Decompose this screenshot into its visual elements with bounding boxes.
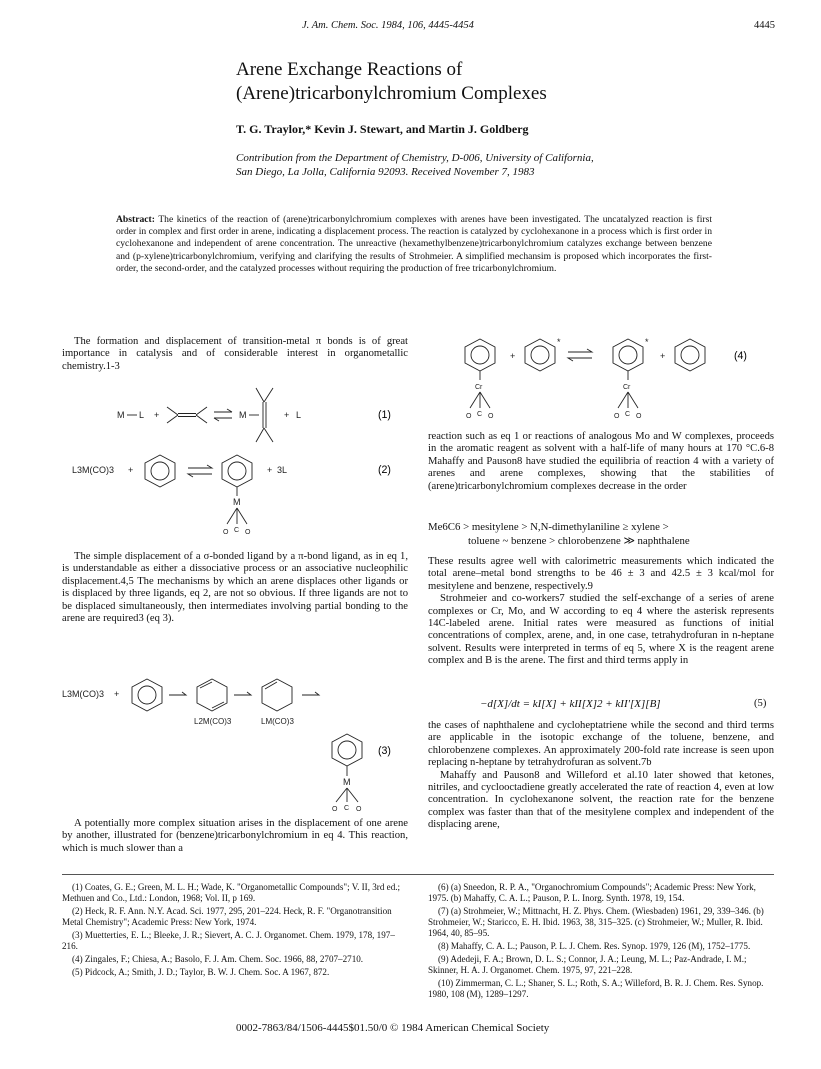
eq4-c1: C bbox=[477, 411, 483, 418]
affiliation bbox=[236, 151, 706, 179]
footnote-7: (7) (a) Strohmeier, W.; Mittnacht, H. Z. Phys. Chem. (Wiesbaden) 1961, 29, 339–346. (b) Strohmeier, W.; Staricco, E. H. Ibid. 1963, 38, 315–325. (c) Strohmeier, W.; Muller, R. Ibid. 1964, 40, 85–95. bbox=[428, 906, 764, 938]
eq3-number: (3) bbox=[378, 745, 391, 757]
eq3-lmco3-label: LM(CO)3 bbox=[261, 717, 294, 726]
eq2-reagent-label: L3M(CO)3 bbox=[72, 465, 115, 475]
eq3-l2mco3-label: L2M(CO)3 bbox=[194, 717, 232, 726]
article-title bbox=[236, 58, 547, 106]
stability-order-line-2: toluene ~ benzene > chlorobenzene ≫ naphthalene bbox=[468, 535, 690, 547]
right-paragraph-1 bbox=[428, 431, 774, 493]
equation-1-scheme bbox=[62, 374, 408, 456]
eq3-metal-label: M bbox=[343, 777, 351, 787]
calorimetry-paragraph: These results agree well with calorimetric measurements which indicated the total arene–metal bond strengths to be 46 ± 3 and 42.5 ± 3 kcal/mol for mesitylene and benzene, respectively.9 bbox=[428, 556, 774, 592]
svg-text:+: + bbox=[510, 351, 516, 361]
running-header: J. Am. Chem. Soc. 1984, 106, 4445-4454 bbox=[302, 20, 474, 31]
author-list: T. G. Traylor,* Kevin J. Stewart, and Martin J. Goldberg bbox=[236, 122, 529, 136]
eq4-o2: O bbox=[488, 413, 494, 420]
left-paragraph-3 bbox=[62, 818, 408, 855]
footnote-2: (2) Heck, R. F. Ann. N.Y. Acad. Sci. 1977, 295, 201–224. Heck, R. F. "Organotransition Metal Chemistry"; Academic Press: New York, 1974. bbox=[62, 906, 392, 927]
footnote-3: (3) Muetterties, E. L.; Bleeke, J. R.; Sievert, A. C. J. Organomet. Chem. 1979, 178, 197–216. bbox=[62, 930, 395, 951]
abstract-text: The kinetics of the reaction of (arene)tricarbonylchromium complexes with arenes have been investigated. The uncatalyzed reaction is first order in complex and first order in arene, indicating a displacement process. The reaction is catalyzed by cyclohexanone in a process which is first order in cyclohexanone and independent of arene concentration. The unreactive (hexamethylbenzene)tricarbonylchromium catalyzes exchange between benzene and (p-xylene)tricarbonylchromium, verifying and clarifying the results of Strohmeier. A simplified mechansim is proposed which incorporates the first-order, the second-order, and the catalyzed processes without requiring the production of free tricarbonylchromium. bbox=[116, 214, 712, 274]
eq3-o-right: O bbox=[356, 806, 362, 813]
eq2-c-mid: C bbox=[234, 527, 240, 534]
eq4-star-2: * bbox=[645, 337, 649, 347]
strohmeier-paragraph: Strohmeier and co-workers7 studied the self-exchange of a series of arene complexes or Cr, Mo, and W according to eq 4 where the asterisk represents 14C-labeled arene. Initial rates were measured as functions of initial concentrations of complex, arene, and, in one case, tetrahydrofuran in n-heptane solvent. Results were interpreted in terms of eq 5, where X is the reagent arene complex and B is the arene. The first and third terms apply in bbox=[428, 593, 774, 667]
eq2-metal-label: M bbox=[233, 497, 241, 507]
equation-5: −d[X]/dt = kI[X] + kII[X]2 + kII′[X][B] bbox=[480, 698, 661, 710]
eq4-o4: O bbox=[636, 413, 642, 420]
eq1-m-label: M bbox=[117, 410, 125, 420]
footnote-6: (6) (a) Sneedon, R. P. A., "Organochromium Compounds"; Academic Press: New York, 1975. (b) Mahaffy, C. A. L.; Pauson, P. L. Inorg. Synth. 1978, 19, 154. bbox=[428, 882, 756, 903]
eq1-m-product: M bbox=[239, 410, 247, 420]
eq4-cr-left: Cr bbox=[475, 384, 483, 391]
footnote-8: (8) Mahaffy, C. A. L.; Pauson, P. L. J. Chem. Res. Synop. 1979, 126 (M), 1752–1775. bbox=[438, 941, 751, 951]
eq4-o3: O bbox=[614, 413, 620, 420]
footnote-10: (10) Zimmerman, C. L.; Shaner, S. L.; Roth, S. A.; Willeford, B. R. J. Chem. Res. Synop. 1980, 108 (M), 1289–1297. bbox=[428, 978, 764, 999]
eq1-number: (1) bbox=[378, 409, 391, 421]
eq4-star-1: * bbox=[557, 337, 561, 347]
svg-text:+: + bbox=[154, 410, 160, 420]
eq2-number: (2) bbox=[378, 464, 391, 476]
eq2-o-right: O bbox=[245, 529, 251, 536]
eq4-o1: O bbox=[466, 413, 472, 420]
footnote-4: (4) Zingales, F.; Chiesa, A.; Basolo, F. J. Am. Chem. Soc. 1966, 88, 2707–2710. bbox=[72, 954, 364, 964]
footnote-divider bbox=[62, 874, 774, 875]
eq3-reagent-label: L3M(CO)3 bbox=[62, 689, 105, 699]
svg-text:+: + bbox=[660, 351, 666, 361]
right-paragraph-2 bbox=[428, 556, 774, 668]
svg-text:+: + bbox=[128, 465, 134, 475]
affiliation-line-1: Contribution from the Department of Chemistry, D-006, University of California, bbox=[236, 152, 594, 164]
footnotes-right bbox=[428, 882, 774, 1002]
naphthalene-paragraph: the cases of naphthalene and cycloheptatriene while the second and third terms are applicable in the isotopic exchange of the toluene, benzene, and chlorobenzene complexes. An approximately 200-fold rate increase is seen upon replacing n-heptane by tetrahydrofuran as solvent.7b bbox=[428, 720, 774, 769]
footnote-5: (5) Pidcock, A.; Smith, J. D.; Taylor, B. W. J. Chem. Soc. A 1967, 872. bbox=[72, 967, 330, 977]
eq4-number: (4) bbox=[734, 350, 747, 362]
eq3-o-left: O bbox=[332, 806, 338, 813]
title-line-1: Arene Exchange Reactions of bbox=[236, 59, 463, 80]
intro-paragraph: The formation and displacement of transition-metal π bonds is of great importance in catalysis and of considerable interest in organometallic chemistry.1-3 bbox=[62, 336, 408, 372]
equation-2-scheme bbox=[62, 452, 408, 542]
left-paragraph-2 bbox=[62, 551, 408, 625]
affiliation-line-2: San Diego, La Jolla, California 92093. Received November 7, 1983 bbox=[236, 166, 535, 178]
abstract-label: Abstract: bbox=[116, 214, 155, 225]
abstract bbox=[116, 214, 712, 275]
equation-3-scheme bbox=[62, 676, 408, 814]
eq3-c-mid: C bbox=[344, 805, 350, 812]
title-line-2: (Arene)tricarbonylchromium Complexes bbox=[236, 83, 547, 104]
page-number: 4445 bbox=[754, 20, 775, 31]
stability-order bbox=[428, 520, 774, 548]
eq5-number: (5) bbox=[754, 698, 767, 709]
mahaffy-paragraph: Mahaffy and Pauson8 and Willeford et al.10 later showed that ketones, nitriles, and cyclooctadiene greatly accelerated the rate of reaction 4, even at low concentration. In cyclohexanone solvent, the reaction rate for the benzene complex was faster than that of the mesitylene complex and independent of the displacing arene, bbox=[428, 769, 774, 831]
equation-4-scheme bbox=[428, 336, 774, 428]
displacement-paragraph: The simple displacement of a σ-bonded ligand by a π-bond ligand, as in eq 1, is understandable as either a dissociative process or an associative nucleophilic displacement.4,5 The mechanisms by which an arene displaces other ligands or is displaced by three ligands, eq 2, are not so obvious. If three ligands are not to be displaced simultaneously, then intermediates involving partial bonding to the arene are required3 (eq 3). bbox=[62, 551, 408, 625]
eq1-l-label: L bbox=[139, 410, 145, 420]
copyright-footer: 0002-7863/84/1506-4445$01.50/0 © 1984 American Chemical Society bbox=[236, 1022, 550, 1034]
arene-displacement-paragraph: A potentially more complex situation arises in the displacement of one arene by another, illustrated for (benzene)tricarbonylchromium in eq 4. This reaction, which is much slower than a bbox=[62, 818, 408, 854]
footnotes-left bbox=[62, 882, 408, 980]
footnote-9: (9) Adedeji, F. A.; Brown, D. L. S.; Connor, J. A.; Leung, M. L.; Paz-Andrade, I. M.; Skinner, H. A. J. Organomet. Chem. 1975, 97, 221–228. bbox=[428, 954, 747, 975]
eq2-3l-label: 3L bbox=[277, 465, 288, 475]
svg-text:+: + bbox=[267, 465, 273, 475]
eq4-cr-right: Cr bbox=[623, 384, 631, 391]
svg-text:+: + bbox=[284, 410, 290, 420]
eq4-c2: C bbox=[625, 411, 631, 418]
left-paragraph-1 bbox=[62, 336, 408, 373]
eq1-l-product: L bbox=[296, 410, 302, 420]
stability-order-line-1: Me6C6 > mesitylene > N,N-dimethylaniline ≥ xylene > bbox=[428, 521, 669, 533]
eq2-o-left: O bbox=[223, 529, 229, 536]
svg-text:+: + bbox=[114, 689, 120, 699]
footnote-1: (1) Coates, G. E.; Green, M. L. H.; Wade, K. "Organometallic Compounds"; V. II, 3rd ed.; Methuen and Co., Ltd.: London, 1968; Vol. II, p 169. bbox=[62, 882, 401, 903]
reaction-paragraph: reaction such as eq 1 or reactions of analogous Mo and W complexes, proceeds in the aromatic reagent as solvent with a half-life of many hours at 170 °C.6-8 Mahaffy and Pauson8 have studied the equilibria of reaction 4 with a variety of arenes and arene complexes, showing that the stabilities of (arene)tricarbonylchromium complexes decrease in the order bbox=[428, 431, 774, 492]
right-paragraph-3 bbox=[428, 720, 774, 832]
